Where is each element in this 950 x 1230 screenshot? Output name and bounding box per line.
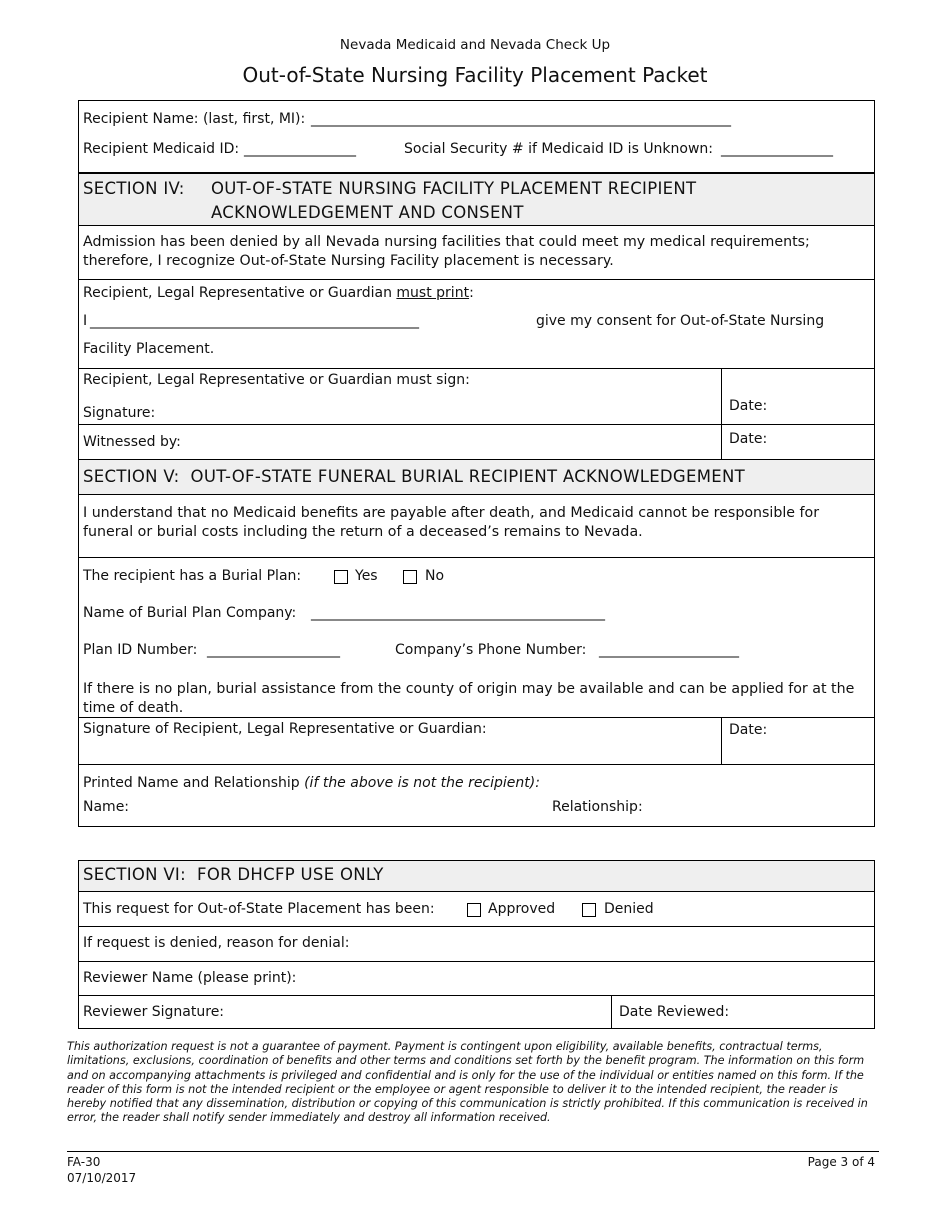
denial-reason-field[interactable]: If request is denied, reason for denial:	[83, 935, 350, 951]
main-form-box	[78, 100, 875, 827]
burial-plan-block	[79, 557, 874, 717]
agency-name: Nevada Medicaid and Nevada Check Up	[339, 37, 611, 53]
consent-name-prefix: I	[83, 313, 88, 329]
form-id: FA-30	[67, 1155, 101, 1169]
section-v-title: SECTION V: OUT-OF-STATE FUNERAL BURIAL RECIPIENT ACKNOWLEDGEMENT	[83, 467, 746, 486]
medicaid-id-field[interactable]: ________________	[244, 141, 356, 157]
section-iv-title-line1: OUT-OF-STATE NURSING FACILITY PLACEMENT RECIPIENT	[211, 179, 697, 198]
burial-company-field[interactable]: __________________________________________	[311, 605, 605, 621]
ssn-field[interactable]: ________________	[721, 141, 833, 157]
must-print-label: Recipient, Legal Representative or Guardian must print:	[83, 285, 474, 301]
approved-label: Approved	[488, 901, 556, 917]
plan-id-field[interactable]: ___________________	[207, 642, 340, 658]
signature-row	[79, 368, 874, 424]
burial-signature-field[interactable]: Signature of Recipient, Legal Representative or Guardian:	[83, 721, 487, 737]
burial-plan-yes-label: Yes	[355, 568, 378, 584]
reviewer-name-field[interactable]: Reviewer Name (please print):	[83, 970, 297, 986]
printed-name-label: Printed Name and Relationship (if the above is not the recipient):	[83, 775, 540, 791]
must-sign-label: Recipient, Legal Representative or Guardian must sign:	[83, 372, 470, 388]
funeral-statement-row	[79, 494, 874, 557]
denied-checkbox[interactable]	[582, 903, 596, 917]
consent-text-continued: Facility Placement.	[83, 341, 215, 357]
medicaid-id-label: Recipient Medicaid ID:	[83, 141, 240, 157]
consent-text: give my consent for Out-of-State Nursing	[536, 313, 825, 329]
relationship-field[interactable]: Relationship:	[552, 799, 643, 815]
recipient-name-label: Recipient Name: (last, first, MI):	[83, 111, 306, 127]
printed-name-row	[79, 764, 874, 827]
reviewer-signature-field[interactable]: Reviewer Signature:	[83, 1004, 225, 1020]
request-status-label: This request for Out-of-State Placement has been:	[83, 901, 435, 917]
consent-print-row	[79, 279, 874, 368]
plan-id-label: Plan ID Number:	[83, 642, 198, 658]
signature-date-field[interactable]: Date:	[729, 398, 768, 414]
admission-statement-row	[79, 225, 874, 279]
burial-plan-no-checkbox[interactable]	[403, 570, 417, 584]
witness-field[interactable]: Witnessed by:	[83, 434, 181, 450]
funeral-statement: I understand that no Medicaid benefits are payable after death, and Medicaid cannot be responsible for funeral or burial costs including the return of a deceased’s remains to Nevada.	[83, 505, 820, 540]
section-v-heading	[79, 459, 874, 494]
consent-name-field[interactable]: _______________________________________________	[90, 313, 419, 329]
burial-signature-row	[79, 717, 874, 764]
denied-label: Denied	[604, 901, 654, 917]
printed-name-field[interactable]: Name:	[83, 799, 130, 815]
request-status-row	[79, 891, 874, 926]
burial-plan-label: The recipient has a Burial Plan:	[83, 568, 302, 584]
burial-signature-date-field[interactable]: Date:	[729, 722, 768, 738]
dhcfp-box	[78, 860, 875, 1029]
section-vi-title: SECTION VI: FOR DHCFP USE ONLY	[83, 865, 384, 884]
section-vi-heading	[79, 861, 874, 891]
approved-checkbox[interactable]	[467, 903, 481, 917]
section-iv-title-line2: ACKNOWLEDGEMENT AND CONSENT	[211, 203, 524, 222]
reviewer-name-row	[79, 961, 874, 995]
denial-reason-row	[79, 926, 874, 961]
recipient-info-row	[79, 101, 874, 173]
admission-statement: Admission has been denied by all Nevada nursing facilities that could meet my medical requirements; therefore, I recognize Out-of-State Nursing Facility placement is necessary.	[83, 234, 810, 269]
form-title: Out-of-State Nursing Facility Placement Packet	[242, 63, 708, 87]
form-date: 07/10/2017	[67, 1171, 137, 1185]
burial-company-label: Name of Burial Plan Company:	[83, 605, 297, 621]
disclaimer: This authorization request is not a guarantee of payment. Payment is contingent upon eligibility, available benefits, contractual terms, limitations, exclusions, coordination of benefits and other terms and conditions set forth by the benefit program. The information on this form and on accompanying attachments is privileged and confidential and is only for the use of the individual or entities named on this form. If the reader of this form is not the intended recipient or the employee or agent responsible to deliver it to the intended recipient, the reader is hereby notified that any dissemination, distribution or copying of this communication is strictly prohibited. If this communication is received in error, the reader shall notify sender immediately and destroy all information received.	[67, 1040, 868, 1125]
reviewer-signature-row	[79, 995, 874, 1029]
burial-plan-yes-checkbox[interactable]	[334, 570, 348, 584]
no-plan-statement: If there is no plan, burial assistance from the county of origin may be available and can be applied for at the time of death.	[83, 681, 855, 716]
section-iv-heading	[79, 172, 874, 225]
footer-divider	[67, 1151, 879, 1152]
recipient-name-field[interactable]: ____________________________________________________________	[311, 111, 731, 127]
company-phone-field[interactable]: ____________________	[599, 642, 739, 658]
company-phone-label: Company’s Phone Number:	[395, 642, 587, 658]
section-iv-prefix: SECTION IV:	[83, 179, 185, 198]
page-number: Page 3 of 4	[807, 1155, 875, 1169]
ssn-label: Social Security # if Medicaid ID is Unknown:	[404, 141, 714, 157]
burial-plan-no-label: No	[425, 568, 445, 584]
signature-field[interactable]: Signature:	[83, 405, 156, 421]
witness-date-field[interactable]: Date:	[729, 431, 768, 447]
witness-row	[79, 424, 874, 459]
date-reviewed-field[interactable]: Date Reviewed:	[619, 1004, 730, 1020]
